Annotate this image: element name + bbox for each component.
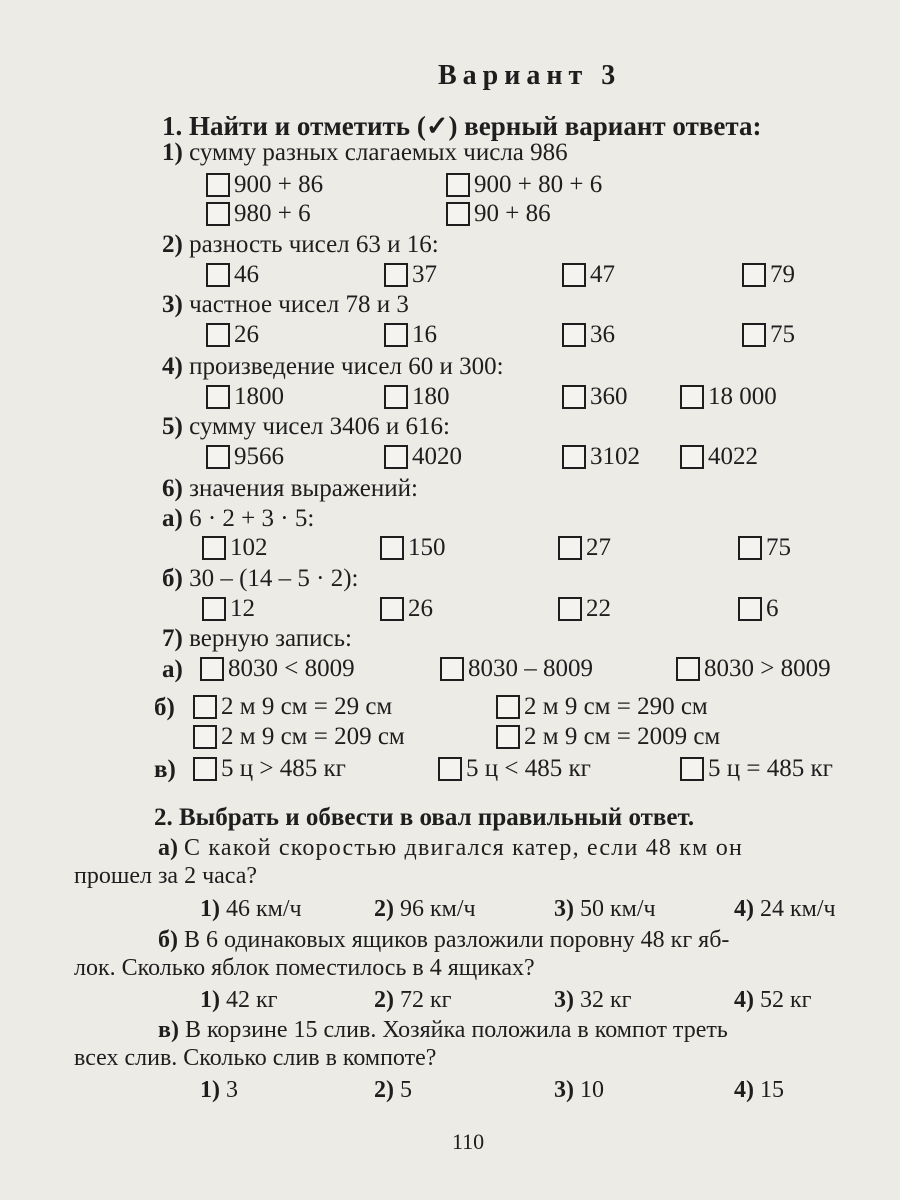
checkbox[interactable] [680, 445, 704, 469]
checkbox[interactable] [562, 385, 586, 409]
q7v-label: в) [154, 756, 176, 783]
q2-option[interactable]: 47 [562, 262, 615, 287]
q7a-option[interactable]: 8030 > 8009 [676, 656, 831, 681]
task2a-answer[interactable]: 2) 96 км/ч [374, 896, 476, 922]
task2b-answer[interactable]: 1) 42 кг [200, 987, 278, 1013]
task2b-answer[interactable]: 2) 72 кг [374, 987, 452, 1013]
checkbox[interactable] [438, 757, 462, 781]
checkbox[interactable] [742, 263, 766, 287]
checkbox[interactable] [206, 263, 230, 287]
checkbox[interactable] [193, 695, 217, 719]
checkbox[interactable] [496, 725, 520, 749]
checkbox[interactable] [496, 695, 520, 719]
q5-option[interactable]: 4020 [384, 444, 462, 469]
q5-option[interactable]: 9566 [206, 444, 284, 469]
q7a-option[interactable]: 8030 – 8009 [440, 656, 593, 681]
q6a-option[interactable]: 75 [738, 535, 791, 560]
q7-label: 7) верную запись: [162, 625, 352, 652]
task2v-text: в) В корзине 15 слив. Хозяйка положила в компот треть [158, 1017, 728, 1043]
task2a-answer[interactable]: 3) 50 км/ч [554, 896, 656, 922]
task2a-text-2: прошел за 2 часа? [74, 863, 258, 889]
checkbox[interactable] [558, 597, 582, 621]
checkbox[interactable] [193, 725, 217, 749]
q1-option[interactable]: 980 + 6 [206, 201, 311, 226]
checkbox[interactable] [206, 202, 230, 226]
checkbox[interactable] [384, 445, 408, 469]
q6a-option[interactable]: 150 [380, 535, 446, 560]
q6b-option[interactable]: 12 [202, 596, 255, 621]
q6-label: 6) значения выражений: [162, 475, 418, 502]
q7b-option[interactable]: 2 м 9 см = 29 см [193, 694, 392, 719]
q4-option[interactable]: 360 [562, 384, 628, 409]
q7b-option[interactable]: 2 м 9 см = 2009 см [496, 724, 720, 749]
q4-option[interactable]: 180 [384, 384, 450, 409]
task2a-answer[interactable]: 1) 46 км/ч [200, 896, 302, 922]
q7a-option[interactable]: 8030 < 8009 [200, 656, 355, 681]
q6b-label: б) 30 – (14 – 5 · 2): [162, 565, 359, 592]
q7v-option[interactable]: 5 ц < 485 кг [438, 756, 591, 781]
q3-label: 3) частное чисел 78 и 3 [162, 291, 409, 318]
q3-option[interactable]: 75 [742, 322, 795, 347]
task2a-text: а) С какой скоростью двигался катер, если 48 км он [158, 835, 743, 861]
q5-option[interactable]: 4022 [680, 444, 758, 469]
task2v-text-2: всех слив. Сколько слив в компоте? [74, 1045, 437, 1071]
q3-option[interactable]: 16 [384, 322, 437, 347]
checkbox[interactable] [446, 173, 470, 197]
checkbox[interactable] [562, 263, 586, 287]
checkbox[interactable] [200, 657, 224, 681]
checkbox[interactable] [193, 757, 217, 781]
q7a-label: а) [162, 656, 183, 683]
q7b-option[interactable]: 2 м 9 см = 290 см [496, 694, 708, 719]
checkbox[interactable] [202, 597, 226, 621]
page-number: 110 [452, 1129, 485, 1154]
q7v-option[interactable]: 5 ц > 485 кг [193, 756, 346, 781]
checkbox[interactable] [680, 385, 704, 409]
q6a-label: а) 6 · 2 + 3 · 5: [162, 505, 315, 532]
checkbox[interactable] [384, 263, 408, 287]
q2-option[interactable]: 37 [384, 262, 437, 287]
checkbox[interactable] [676, 657, 700, 681]
q3-option[interactable]: 36 [562, 322, 615, 347]
q1-option[interactable]: 900 + 80 + 6 [446, 172, 602, 197]
q1-label: 1) сумму разных слагаемых числа 986 [162, 139, 568, 166]
q2-label: 2) разность чисел 63 и 16: [162, 231, 439, 258]
q6b-option[interactable]: 22 [558, 596, 611, 621]
q5-label: 5) сумму чисел 3406 и 616: [162, 413, 450, 440]
checkbox[interactable] [384, 323, 408, 347]
task2v-answer[interactable]: 4) 15 [734, 1077, 784, 1103]
q2-option[interactable]: 46 [206, 262, 259, 287]
checkbox[interactable] [562, 445, 586, 469]
task2v-answer[interactable]: 2) 5 [374, 1077, 412, 1103]
q6a-option[interactable]: 102 [202, 535, 268, 560]
q7b-label: б) [154, 694, 175, 721]
task2v-answer[interactable]: 1) 3 [200, 1077, 238, 1103]
checkbox[interactable] [206, 173, 230, 197]
q7v-option[interactable]: 5 ц = 485 кг [680, 756, 833, 781]
checkbox[interactable] [384, 385, 408, 409]
checkbox[interactable] [562, 323, 586, 347]
checkbox[interactable] [206, 385, 230, 409]
checkbox[interactable] [380, 536, 404, 560]
checkbox[interactable] [680, 757, 704, 781]
checkbox[interactable] [738, 536, 762, 560]
task2b-answer[interactable]: 4) 52 кг [734, 987, 812, 1013]
task2b-text: б) В 6 одинаковых ящиков разложили поровну 48 кг яб- [158, 927, 730, 953]
checkbox[interactable] [742, 323, 766, 347]
q3-option[interactable]: 26 [206, 322, 259, 347]
q6b-option[interactable]: 26 [380, 596, 433, 621]
variant-title: Вариант 3 [438, 60, 622, 91]
checkbox[interactable] [738, 597, 762, 621]
checkbox[interactable] [202, 536, 226, 560]
q1-option[interactable]: 900 + 86 [206, 172, 323, 197]
task2a-answer[interactable]: 4) 24 км/ч [734, 896, 836, 922]
task2b-text-2: лок. Сколько яблок поместилось в 4 ящиках? [74, 955, 535, 981]
checkbox[interactable] [440, 657, 464, 681]
q5-option[interactable]: 3102 [562, 444, 640, 469]
q7b-option[interactable]: 2 м 9 см = 209 см [193, 724, 405, 749]
q1-option[interactable]: 90 + 86 [446, 201, 551, 226]
task2-heading: 2. Выбрать и обвести в овал правильный ответ. [154, 804, 695, 831]
checkbox[interactable] [558, 536, 582, 560]
task2v-answer[interactable]: 3) 10 [554, 1077, 604, 1103]
q4-option[interactable]: 18 000 [680, 384, 777, 409]
q6b-option[interactable]: 6 [738, 596, 779, 621]
checkbox[interactable] [446, 202, 470, 226]
checkbox[interactable] [206, 323, 230, 347]
q4-label: 4) произведение чисел 60 и 300: [162, 353, 504, 380]
task2b-answer[interactable]: 3) 32 кг [554, 987, 632, 1013]
checkbox[interactable] [206, 445, 230, 469]
q4-option[interactable]: 1800 [206, 384, 284, 409]
task1-heading: 1. Найти и отметить (✓) верный вариант ответа: [162, 111, 762, 141]
q2-option[interactable]: 79 [742, 262, 795, 287]
checkbox[interactable] [380, 597, 404, 621]
q6a-option[interactable]: 27 [558, 535, 611, 560]
